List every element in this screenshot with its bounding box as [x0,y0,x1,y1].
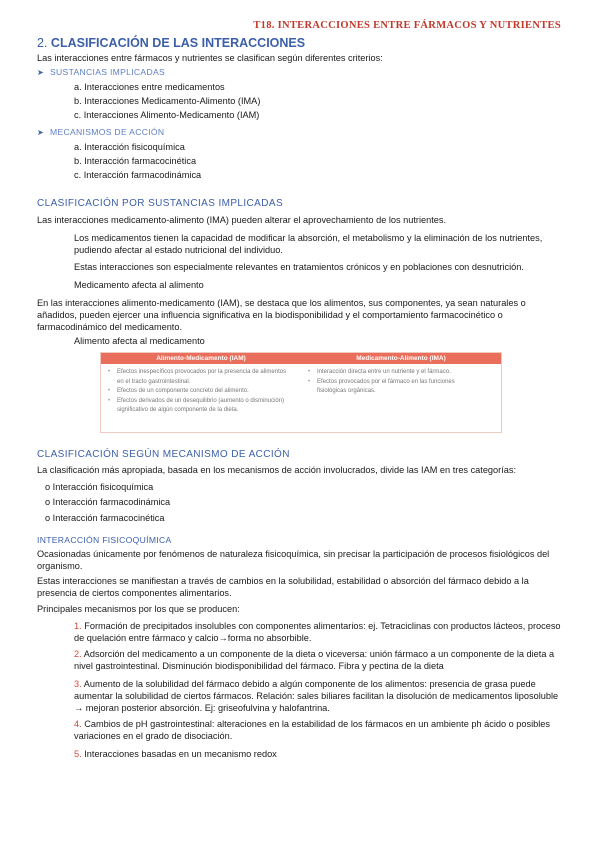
mechanism-text: Aumento de la solubilidad del fármaco debido a algún componente de los alimentos: presencia de grasa puede aumentar la solubilidad de ciertos fármacos. Relación: sales biliares facilitan la disolución de medicamentos liposoluble → mejoran posterior absorción. Ej: griseofulvina y halofantrina. [74,679,559,713]
mechanism-number: 2. [74,649,82,659]
table-header-iam: Alimento-Medicamento (IAM) [156,355,246,362]
table-header [101,353,501,364]
section-title-text: CLASIFICACIÓN DE LAS INTERACCIONES [50,36,306,50]
table-item: • Interacción directa entre un nutriente y el fármaco. [307,368,495,378]
criterion-label: MECANISMOS DE ACCIÓN [50,127,165,137]
paragraph: Las interacciones medicamento-alimento (IMA) pueden alterar el aprovechamiento de los nutrientes. [37,215,447,225]
table-column-ima [301,368,501,416]
list-item: o Interacción farmacodinámica [45,497,171,507]
criterion-mecanismos [37,127,164,137]
table-item-cont: fisiológicas orgánicas. [317,388,376,395]
list-item: o Interacción fisicoquímica [45,482,154,492]
list-item: a. Interacción fisicoquímica [74,142,185,152]
criterion-label: SUSTANCIAS IMPLICADAS [50,67,166,77]
paragraph: En las interacciones alimento-medicamento (IAM), se destaca que los alimentos, sus componentes, ya sean naturales o añadidos, pueden ejercer una influencia significativa en la biodisponibilidad y el comportamiento farmacocinético o farmacodinámico del medicamento. [37,298,526,332]
chapter-header: T18. INTERACCIONES ENTRE FÁRMACOS Y NUTRIENTES [253,20,561,31]
section-number: 2. [37,36,48,50]
paragraph: Alimento afecta al medicamento [74,336,205,346]
mechanism-text: Interacciones basadas en un mecanismo redox [84,749,277,759]
paragraph: Principales mecanismos por los que se producen: [37,604,240,614]
paragraph: La clasificación más apropiada, basada en los mecanismos de acción involucrados, divide las IAM en tres categorías: [37,465,517,475]
mechanism-item [74,678,566,714]
table-header-ima: Medicamento-Alimento (IMA) [356,355,446,362]
mechanism-text: Cambios de pH gastrointestinal: alteraciones en la estabilidad de los fármacos en un ambiente ph ácido o posibles variaciones en el grado de disociación. [74,719,551,741]
iam-ima-table [100,352,502,433]
heading-sustancias: CLASIFICACIÓN POR SUSTANCIAS IMPLICADAS [37,198,284,209]
table-item: • Efectos derivados de un desequilibrio (aumento o disminución) [107,397,295,407]
list-item: o Interacción farmacocinética [45,513,165,523]
heading-mecanismo: CLASIFICACIÓN SEGÚN MECANISMO DE ACCIÓN [37,449,290,460]
paragraph: Medicamento afecta al alimento [74,280,204,290]
table-item-cont: significativo de algún componente de la dieta. [117,407,239,414]
arrow-bullet-icon: ➤ [37,68,45,77]
section-title [37,36,305,50]
mechanism-item [74,648,566,672]
mechanism-item [74,748,566,760]
table-item: • Efectos inespecíficos provocados por la presencia de alimentos [107,368,295,378]
paragraph: Ocasionadas únicamente por fenómenos de naturaleza fisicoquímica, sin precisar la participación de procesos fisiológicos del organismo. [37,549,550,571]
mechanism-number: 5. [74,749,82,759]
table-column-iam [101,368,301,416]
list-item: c. Interacciones Alimento-Medicamento (IAM) [74,110,260,120]
heading-fisicoquimica: INTERACCIÓN FISICOQUÍMICA [37,535,172,545]
list-item: b. Interacción farmacocinética [74,156,197,166]
list-item: c. Interacción farmacodinámica [74,170,202,180]
paragraph: Estas interacciones se manifiestan a través de cambios en la solubilidad, estabilidad o absorción del fármaco debido a la presencia de ciertos componentes alimentarios. [37,576,529,598]
list-item: a. Interacciones entre medicamentos [74,82,225,92]
mechanism-text: Formación de precipitados insolubles con componentes alimentarios: ej. Tetraciclinas con productos lácteos, proceso de quelación entre fármaco y calcio→forma no absorbible. [74,621,561,643]
mechanism-item [74,620,566,644]
mechanism-number: 1. [74,621,82,631]
table-item: • Efectos provocados por el fármaco en las funciones [307,378,495,388]
paragraph: Estas interacciones son especialmente relevantes en tratamientos crónicos y en poblaciones con desnutrición. [74,262,524,272]
criterion-sustancias [37,67,165,77]
paragraph: Los medicamentos tienen la capacidad de modificar la absorción, el metabolismo y la eliminación de los nutrientes, pudiendo afectar al estado nutricional del individuo. [74,233,543,255]
mechanism-number: 3. [74,679,82,689]
arrow-bullet-icon: ➤ [37,128,45,137]
table-item: • Efectos de un componente concreto del alimento. [107,387,295,397]
table-item-cont: en el tracto gastrointestinal. [117,378,191,385]
mechanism-number: 4. [74,719,82,729]
mechanism-item [74,718,566,742]
list-item: b. Interacciones Medicamento-Alimento (IMA) [74,96,261,106]
section-intro: Las interacciones entre fármacos y nutrientes se clasifican según diferentes criterios: [37,53,383,63]
mechanism-text: Adsorción del medicamento a un componente de la dieta o viceversa: unión fármaco a un componente de la dieta a nivel gastrointestinal. Disminución biodisponibilidad del fármaco. Fibra y pectina de la dieta [74,649,555,671]
